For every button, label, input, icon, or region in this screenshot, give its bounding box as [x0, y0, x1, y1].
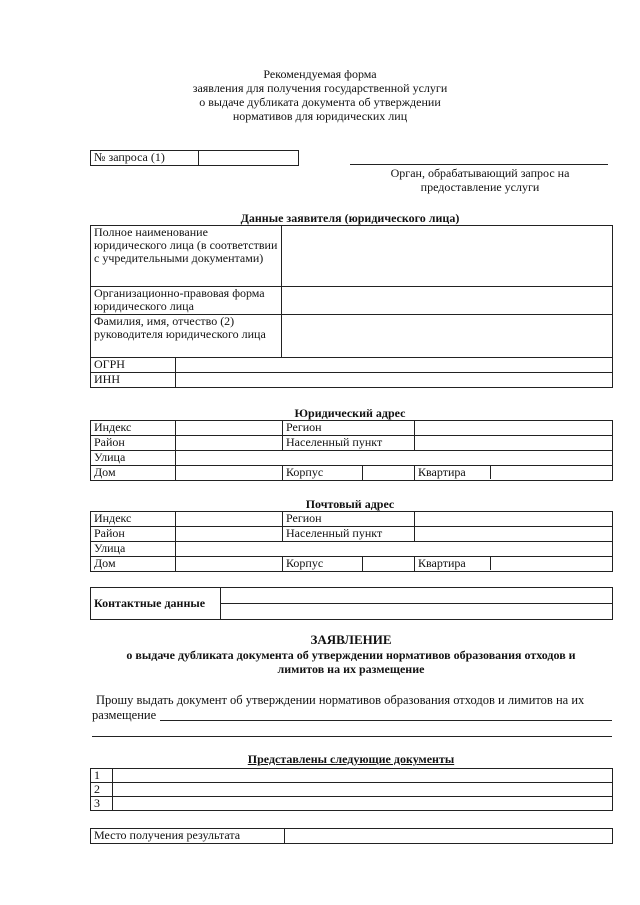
legal-form-label: Организационно-правовая форма юридического лица [91, 287, 282, 315]
statement-body-line-1: Прошу выдать документ об утверждении нормативов образования отходов и лимитов на их [96, 693, 585, 707]
header-line-1: Рекомендуемая форма [263, 67, 377, 81]
form-header [0, 67, 640, 123]
legal-locality-label: Населенный пункт [283, 436, 415, 451]
statement-fill-line-2[interactable] [92, 736, 612, 737]
postal-locality-field[interactable] [415, 527, 613, 542]
legal-building-field[interactable] [363, 466, 415, 481]
document-row-field[interactable] [113, 769, 613, 783]
result-place-label: Место получения результата [91, 829, 285, 844]
statement-title: ЗАЯВЛЕНИЕ [310, 632, 392, 647]
statement-fill-line-1[interactable] [160, 720, 612, 721]
legal-house-field[interactable] [176, 466, 283, 481]
postal-region-label: Регион [283, 512, 415, 527]
ogrn-field[interactable] [176, 358, 613, 373]
ogrn-label: ОГРН [91, 358, 176, 373]
legal-apartment-label: Квартира [415, 466, 491, 479]
document-row-number: 1 [91, 769, 113, 783]
statement-subtitle-line-2: лимитов на их размещение [277, 662, 425, 676]
header-line-4: нормативов для юридических лиц [232, 109, 408, 123]
legal-district-label: Район [91, 436, 176, 451]
postal-building-label: Корпус [283, 557, 363, 572]
document-row-number: 3 [91, 797, 113, 811]
postal-building-field[interactable] [363, 557, 415, 572]
legal-index-field[interactable] [176, 421, 283, 436]
statement-subtitle-line-1: о выдаче дубликата документа об утверждении нормативов образования отходов и [126, 648, 576, 662]
postal-region-field[interactable] [415, 512, 613, 527]
organ-caption [350, 166, 610, 194]
contacts-divider [221, 603, 612, 604]
postal-street-label: Улица [91, 542, 176, 557]
legal-index-label: Индекс [91, 421, 176, 436]
postal-locality-label: Населенный пункт [283, 527, 415, 542]
request-number-field[interactable] [199, 151, 299, 166]
postal-index-label: Индекс [91, 512, 176, 527]
postal-district-field[interactable] [176, 527, 283, 542]
contacts-field[interactable] [221, 588, 613, 620]
head-name-label: Фамилия, имя, отчество (2) руководителя юридического лица [91, 315, 282, 358]
legal-region-field[interactable] [415, 421, 613, 436]
document-row-field[interactable] [113, 783, 613, 797]
postal-apartment-cell [415, 557, 613, 572]
full-name-field[interactable] [282, 226, 613, 287]
postal-house-field[interactable] [176, 557, 283, 572]
legal-building-label: Корпус [283, 466, 363, 481]
legal-address-table [90, 420, 613, 481]
postal-address-title: Почтовый адрес [305, 497, 395, 511]
postal-district-label: Район [91, 527, 176, 542]
result-place-table [90, 828, 613, 844]
contacts-label: Контактные данные [91, 588, 221, 620]
documents-table [90, 768, 613, 811]
statement-body-line-2: размещение [92, 708, 157, 722]
document-row-number: 2 [91, 783, 113, 797]
organ-underline[interactable] [350, 164, 608, 165]
postal-house-label: Дом [91, 557, 176, 572]
request-number-table [90, 150, 299, 166]
legal-district-field[interactable] [176, 436, 283, 451]
legal-form-field[interactable] [282, 287, 613, 315]
legal-address-title: Юридический адрес [294, 406, 406, 420]
applicant-table [90, 225, 613, 388]
legal-region-label: Регион [283, 421, 415, 436]
legal-house-label: Дом [91, 466, 176, 481]
contacts-table [90, 587, 613, 620]
documents-title: Представлены следующие документы [247, 752, 455, 766]
applicant-section-title: Данные заявителя (юридического лица) [240, 211, 460, 225]
legal-apartment-cell [415, 466, 613, 481]
postal-index-field[interactable] [176, 512, 283, 527]
postal-address-table [90, 511, 613, 572]
request-number-label: № запроса (1) [91, 151, 199, 166]
head-name-field[interactable] [282, 315, 613, 358]
organ-caption-line-1: Орган, обрабатывающий запрос на [390, 166, 570, 180]
inn-label: ИНН [91, 373, 176, 388]
postal-street-field[interactable] [176, 542, 613, 557]
header-line-3: о выдаче дубликата документа об утверждении [199, 95, 441, 109]
postal-apartment-label: Квартира [415, 557, 491, 570]
legal-street-label: Улица [91, 451, 176, 466]
document-row-field[interactable] [113, 797, 613, 811]
organ-caption-line-2: предоставление услуги [420, 180, 540, 194]
full-name-label: Полное наименование юридического лица (в соответствии с учредительными документами) [91, 226, 282, 287]
legal-street-field[interactable] [176, 451, 613, 466]
inn-field[interactable] [176, 373, 613, 388]
header-line-2: заявления для получения государственной услуги [192, 81, 448, 95]
legal-locality-field[interactable] [415, 436, 613, 451]
result-place-field[interactable] [285, 829, 613, 844]
